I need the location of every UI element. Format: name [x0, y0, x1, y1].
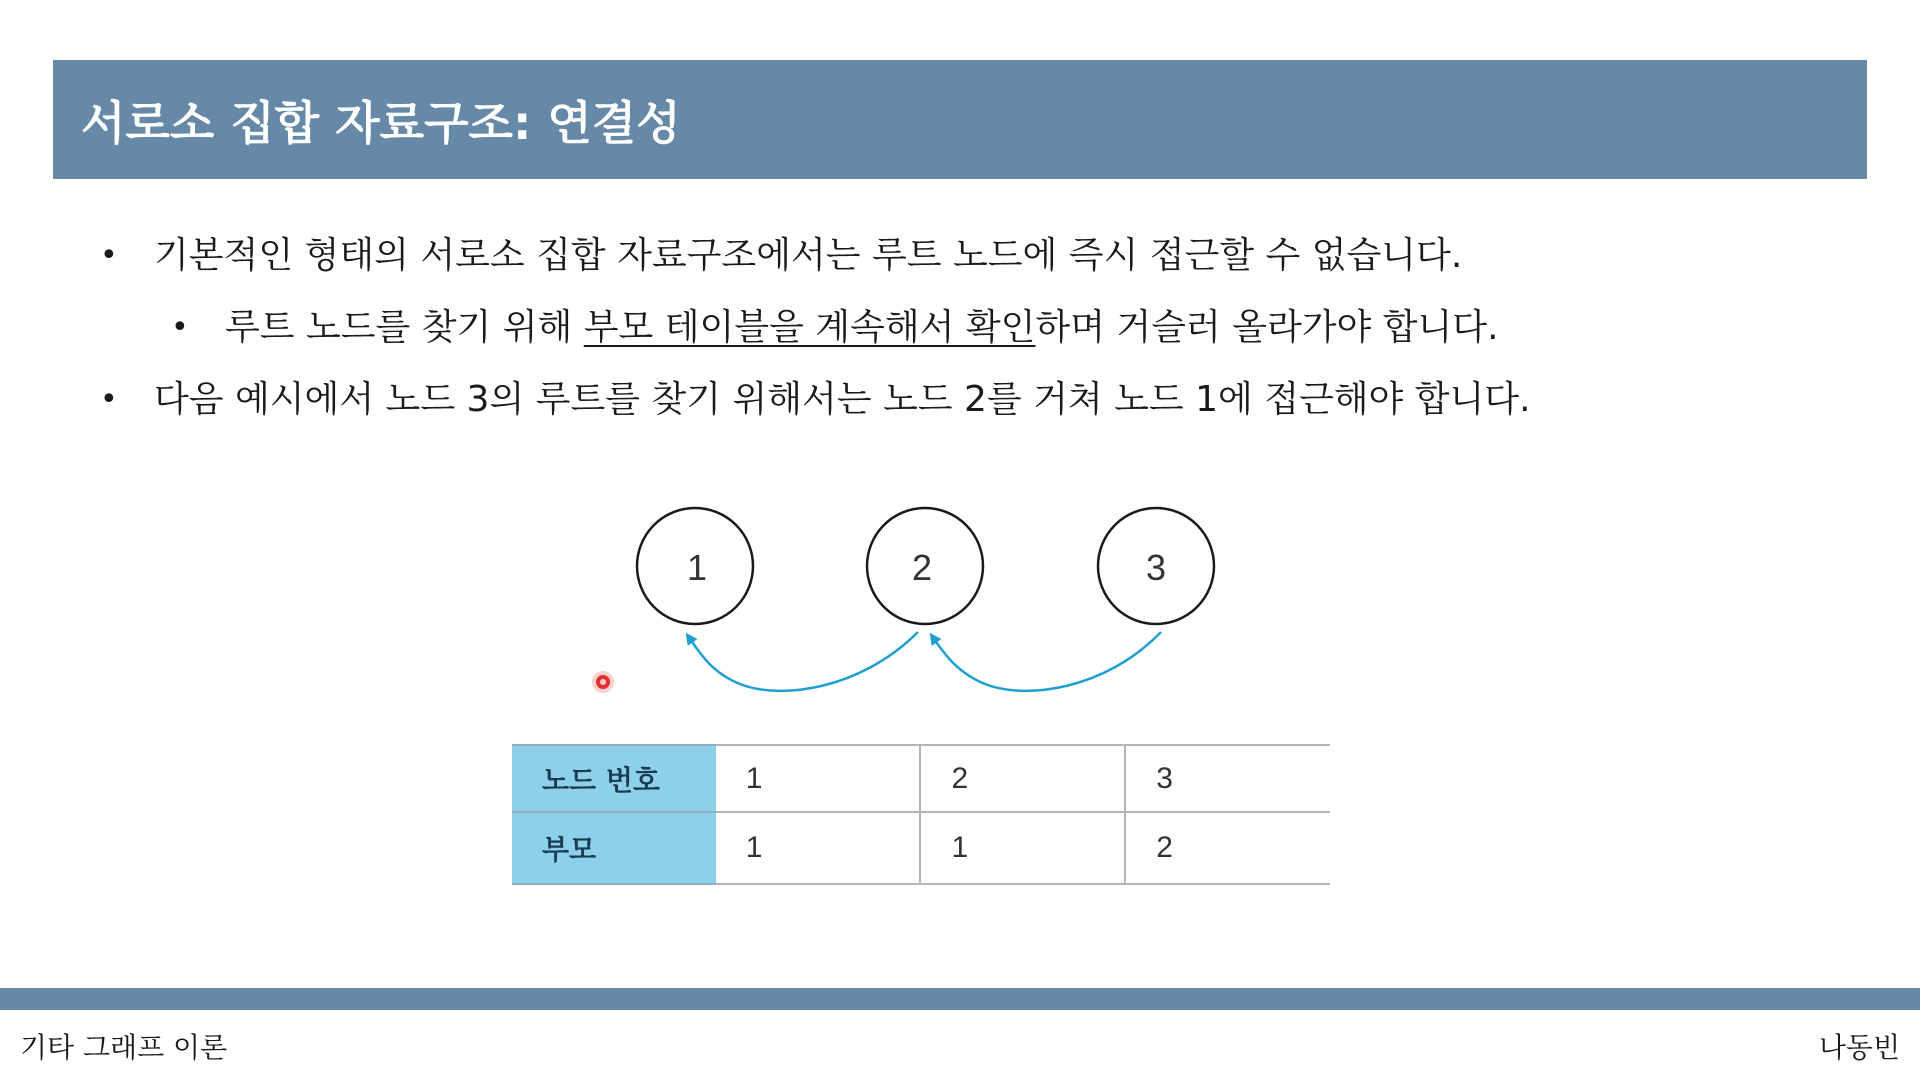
table-row-parents [512, 812, 1330, 884]
table-row-node-numbers [512, 745, 1330, 812]
bullet-3-text: 다음 예시에서 노드 3의 루트를 찾기 위해서는 노드 2를 거쳐 노드 1에 접근해야 합니다. [154, 379, 1531, 420]
pointer-cursor [596, 675, 610, 689]
node-3 [1098, 508, 1214, 624]
sub-bullet-marker: • [171, 310, 189, 345]
parent-table [512, 744, 1330, 885]
bullet-marker: • [100, 238, 118, 273]
node-1-label: 1 [686, 547, 708, 588]
bullet-2-text-underlined: 부모 테이블을 계속해서 확인 [583, 307, 1036, 348]
footer-course-title: 기타 그래프 이론 [20, 1031, 228, 1064]
node-3-label: 3 [1145, 547, 1167, 588]
edge-3-to-2-arrow [932, 632, 1161, 691]
table-cell: 2 [920, 745, 1125, 812]
bullet-1-text: 기본적인 형태의 서로소 집합 자료구조에서는 루트 노드에 즉시 접근할 수 없습니다. [154, 235, 1463, 276]
bullet-2-text-after: 하며 거슬러 올라가야 합니다. [1035, 307, 1499, 348]
table-header-parent: 부모 [512, 812, 716, 884]
table-cell: 2 [1125, 812, 1330, 884]
table-cell: 3 [1125, 745, 1330, 812]
bullet-marker: • [100, 382, 118, 417]
footer-bar [0, 988, 1920, 1010]
table-cell: 1 [716, 812, 921, 884]
table-cell: 1 [920, 812, 1125, 884]
bullet-2-text-before: 루트 노드를 찾기 위해 [225, 307, 584, 348]
slide-title: 서로소 집합 자료구조: 연결성 [81, 95, 681, 150]
node-2 [867, 508, 983, 624]
edge-2-to-1-arrow [688, 632, 918, 691]
node-1 [637, 508, 753, 624]
node-2-label: 2 [911, 547, 933, 588]
footer-author: 나동빈 [1818, 1031, 1900, 1064]
table-header-node-number: 노드 번호 [512, 745, 716, 812]
table-cell: 1 [716, 745, 921, 812]
